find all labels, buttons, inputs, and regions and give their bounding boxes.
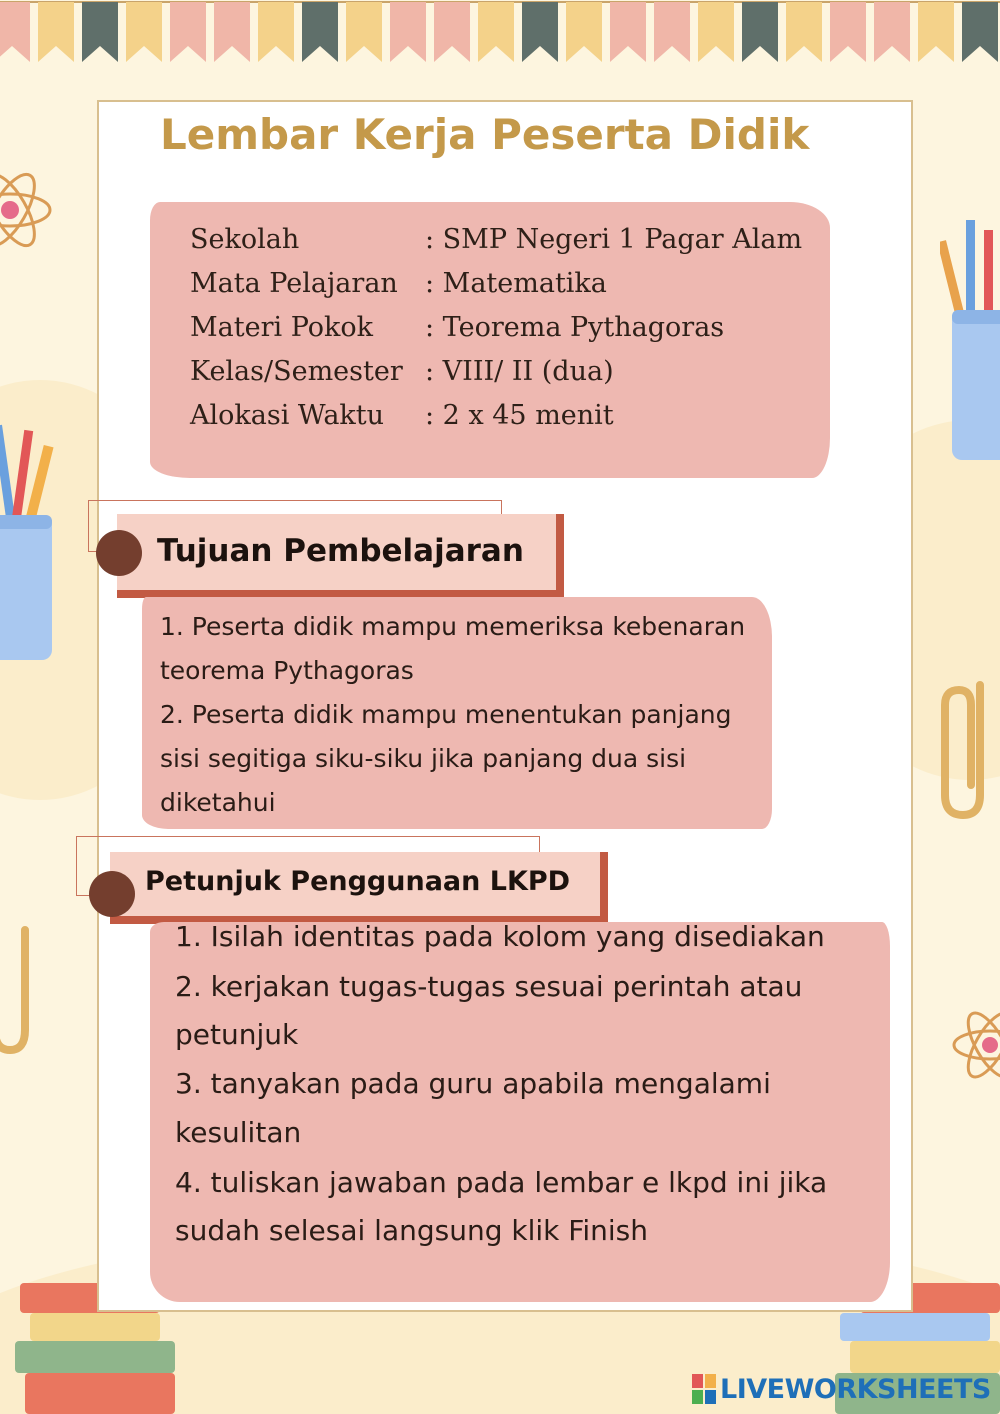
bunting-flag	[0, 2, 30, 62]
identity-panel	[150, 202, 830, 478]
tujuan-line: teorema Pythagoras	[160, 656, 414, 685]
identity-row	[190, 224, 802, 268]
bunting-flag	[302, 2, 338, 62]
liveworksheets-brand: LIVEWORKSHEETS	[720, 1373, 991, 1405]
bunting-flag	[126, 2, 162, 62]
identity-value: : Matematika	[425, 268, 607, 299]
bunting-flag	[38, 2, 74, 62]
identity-label: Materi Pokok	[190, 312, 374, 343]
identity-label: Mata Pelajaran	[190, 268, 398, 299]
bunting-flag	[390, 2, 426, 62]
bunting-flag	[962, 2, 998, 62]
bunting-flag	[874, 2, 910, 62]
tujuan-line: sisi segitiga siku-siku jika panjang dua sisi	[160, 744, 687, 773]
bunting-flag	[346, 2, 382, 62]
bunting-flag	[918, 2, 954, 62]
tujuan-heading: Tujuan Pembelajaran	[157, 533, 524, 569]
identity-value: : VIII/ II (dua)	[425, 356, 614, 387]
pencil-cup-icon	[940, 210, 1000, 460]
petunjuk-heading: Petunjuk Penggunaan LKPD	[145, 866, 571, 897]
identity-label: Kelas/Semester	[190, 356, 403, 387]
petunjuk-line: sudah selesai langsung klik Finish	[175, 1214, 648, 1247]
bunting-flag	[786, 2, 822, 62]
identity-row	[190, 356, 614, 400]
bunting-flag	[522, 2, 558, 62]
identity-row	[190, 400, 614, 444]
bunting-flag	[566, 2, 602, 62]
bunting-flag	[434, 2, 470, 62]
identity-value: : SMP Negeri 1 Pagar Alam	[425, 224, 803, 255]
bunting-flag	[698, 2, 734, 62]
identity-row	[190, 268, 607, 312]
petunjuk-line: 4. tuliskan jawaban pada lembar e lkpd ini jika	[175, 1166, 828, 1199]
bullet-dot-icon	[89, 871, 135, 917]
petunjuk-line: petunjuk	[175, 1018, 299, 1051]
identity-label: Alokasi Waktu	[190, 400, 385, 431]
identity-value: : Teorema Pythagoras	[425, 312, 725, 343]
paperclip-icon	[0, 920, 50, 1060]
bunting-decoration	[0, 0, 1000, 70]
page-title: Lembar Kerja Peserta Didik	[160, 110, 810, 159]
bunting-flag	[742, 2, 778, 62]
petunjuk-line: 2. kerjakan tugas-tugas sesuai perintah atau	[175, 970, 803, 1003]
paperclip-icon	[935, 675, 1000, 825]
identity-value: : 2 x 45 menit	[425, 400, 614, 431]
tujuan-line: 1. Peserta didik mampu memeriksa kebenaran	[160, 612, 746, 641]
bunting-flag	[654, 2, 690, 62]
petunjuk-line: kesulitan	[175, 1116, 302, 1149]
bunting-flag	[214, 2, 250, 62]
bunting-flag	[258, 2, 294, 62]
bunting-flag	[478, 2, 514, 62]
petunjuk-line: 1. Isilah identitas pada kolom yang disediakan	[175, 920, 825, 953]
liveworksheets-logo[interactable]	[692, 1373, 991, 1405]
identity-row	[190, 312, 724, 356]
bunting-flag	[610, 2, 646, 62]
identity-label: Sekolah	[190, 224, 300, 255]
bunting-flag	[830, 2, 866, 62]
bunting-flag	[82, 2, 118, 62]
pencil-cup-icon	[0, 420, 65, 670]
bunting-flag	[170, 2, 206, 62]
petunjuk-line: 3. tanyakan pada guru apabila mengalami	[175, 1067, 771, 1100]
tujuan-line: diketahui	[160, 788, 276, 817]
atom-icon	[0, 150, 70, 270]
atom-icon	[940, 995, 1000, 1095]
bullet-dot-icon	[96, 530, 142, 576]
liveworksheets-logo-icon	[692, 1374, 716, 1404]
tujuan-line: 2. Peserta didik mampu menentukan panjang	[160, 700, 732, 729]
